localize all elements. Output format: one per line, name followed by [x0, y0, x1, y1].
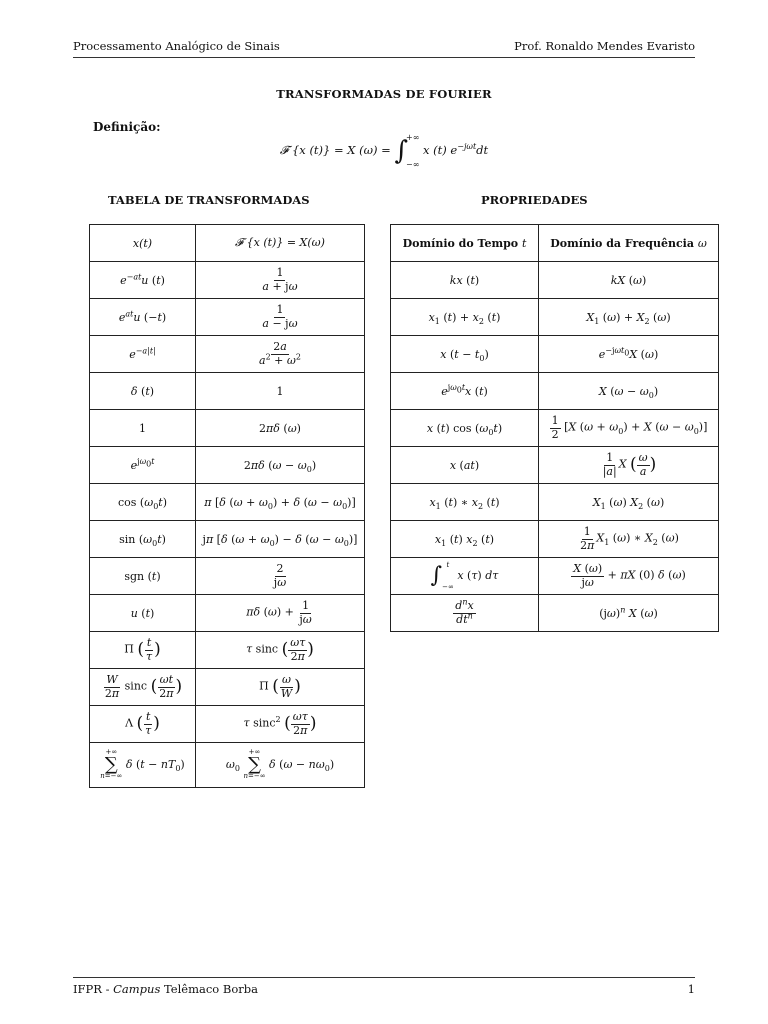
cell-time: x (at)	[391, 447, 539, 484]
properties-table	[390, 224, 719, 632]
definition-lhs: 𝓕 {x (t)} = X (ω) =	[279, 143, 395, 157]
table-row	[90, 669, 365, 706]
header-frequency-domain: Domínio da Frequência ω	[539, 225, 719, 262]
integral-lower-limit: −∞	[406, 160, 420, 169]
course-title: Processamento Analógico de Sinais	[73, 39, 280, 53]
table-row	[90, 299, 365, 336]
cell-time: x $(t - t_0)$	[391, 336, 539, 373]
cell-signal: $\frac{W}{2\pi}$ sinc ( $\frac{\omega t}{2\pi}$ )	[90, 669, 196, 706]
page-header	[73, 39, 695, 53]
cell-signal: u (t)	[90, 595, 196, 632]
cell-time: kx (t)	[391, 262, 539, 299]
transforms-heading: TABELA DE TRANSFORMADAS	[108, 193, 310, 207]
cell-time: $e^{j\omega_0t}x$ (t)	[391, 373, 539, 410]
table-row	[391, 521, 719, 558]
cell-frequency: $X_1$ $(\omega) + X_2$ (ω)	[539, 299, 719, 336]
table-row	[90, 706, 365, 743]
table-row	[90, 558, 365, 595]
cell-transform: $\frac{1}{a + j\omega}$	[196, 262, 365, 299]
cell-signal: Λ ( $\frac{t}{\tau}$ )	[90, 706, 196, 743]
cell-signal: sgn (t)	[90, 558, 196, 595]
cell-signal: $\sin (\omega_0t)$	[90, 521, 196, 558]
footer-institution: IFPR - Campus Telêmaco Borba	[73, 982, 258, 996]
table-row	[90, 410, 365, 447]
page-title: TRANSFORMADAS DE FOURIER	[276, 87, 492, 101]
table-row	[391, 558, 719, 595]
properties-heading: PROPRIEDADES	[481, 193, 588, 207]
cell-transform: τ sinc ( $\frac{\omega\tau}{2\pi}$ )	[196, 632, 365, 669]
table-row	[90, 595, 365, 632]
cell-time: $x_1$ (t) $x_2$ (t)	[391, 521, 539, 558]
cell-time: x (t) $\cos (\omega_0t)$	[391, 410, 539, 447]
cell-frequency: $X_1$ (ω) $X_2$ (ω)	[539, 484, 719, 521]
table-row	[391, 595, 719, 632]
cell-transform: 2πδ (ω)	[196, 410, 365, 447]
table-row	[391, 373, 719, 410]
cell-transform: $\frac{2}{j\omega}$	[196, 558, 365, 595]
table-row	[90, 262, 365, 299]
page-number: 1	[687, 982, 695, 996]
table-row	[90, 484, 365, 521]
cell-frequency: $\frac{X (\omega)}{j\omega}$ + πX (0) δ (ω)	[539, 558, 719, 595]
cell-transform: $\omega_0$ +∞ ∑ n=−∞ δ $(\omega - n\omega_0)$	[196, 743, 365, 788]
cell-signal: +∞ ∑ n=−∞ δ $(t - nT_0)$	[90, 743, 196, 788]
cell-frequency: kX (ω)	[539, 262, 719, 299]
table-row	[391, 336, 719, 373]
cell-transform: 2πδ $(\omega - \omega_0)$	[196, 447, 365, 484]
cell-transform: πδ (ω) + $\frac{1}{j\omega}$	[196, 595, 365, 632]
table-row	[391, 484, 719, 521]
cell-time: ∫ t −∞ x (τ) dτ	[391, 558, 539, 595]
cell-time: $x_1$ $(t) + x_2$ (t)	[391, 299, 539, 336]
table-row	[90, 521, 365, 558]
table-row	[90, 336, 365, 373]
table-row	[391, 410, 719, 447]
table-row	[90, 447, 365, 484]
table-row	[90, 743, 365, 788]
cell-transform: π [δ $(\omega + \omega_0) + \delta$ $(\omega - \omega_0)$]	[196, 484, 365, 521]
table-row	[90, 632, 365, 669]
header-rule	[73, 57, 695, 58]
cell-transform: Π ( $\frac{\omega}{W}$ )	[196, 669, 365, 706]
table-row	[391, 299, 719, 336]
cell-transform: τ sinc$^2$ ( $\frac{\omega\tau}{2\pi}$ )	[196, 706, 365, 743]
cell-signal: $e^{j\omega_0t}$	[90, 447, 196, 484]
definition-exponent: −jωt	[457, 142, 477, 152]
integral-upper-limit: +∞	[406, 133, 420, 142]
header-time-signal: x(t)	[90, 225, 196, 262]
table-row	[391, 447, 719, 484]
cell-frequency: $\frac{1}{|a|}$ X ( $\frac{\omega}{a}$ )	[539, 447, 719, 484]
definition-equation	[0, 133, 768, 169]
footer-rule	[73, 977, 695, 978]
table-row	[391, 262, 719, 299]
header-time-domain: Domínio do Tempo t	[391, 225, 539, 262]
cell-time: $x_1$ (t) ∗ $x_2$ (t)	[391, 484, 539, 521]
cell-frequency: $e^{-j\omega t_0}X$ (ω)	[539, 336, 719, 373]
cell-time: $d^nx$ $dt^n$	[391, 595, 539, 632]
cell-signal: $e^{-at}u$ (t)	[90, 262, 196, 299]
definition-integrand: x (t) e	[423, 143, 458, 157]
cell-transform: $\frac{2a}{a^2 + \omega^2}$	[196, 336, 365, 373]
cell-frequency: X $(\omega - \omega_0)$	[539, 373, 719, 410]
cell-signal: δ (t)	[90, 373, 196, 410]
header-transform: 𝓕 {x (t)} = X(ω)	[196, 225, 365, 262]
cell-signal: $e^{-a|t|}$	[90, 336, 196, 373]
cell-transform: 1	[196, 373, 365, 410]
cell-signal: $e^{at}u$ (−t)	[90, 299, 196, 336]
definition-label: Definição:	[93, 120, 161, 134]
integral-symbol: ∫	[394, 136, 408, 166]
cell-frequency: $\frac{1}{2}$ [X $(\omega + \omega_0) + X$ $(\omega - \omega_0)$]	[539, 410, 719, 447]
page-footer	[73, 982, 695, 996]
cell-frequency: $\frac{1}{2\pi}$ $X_1$ (ω) ∗ $X_2$ (ω)	[539, 521, 719, 558]
definition-dt: dt	[476, 143, 489, 157]
author-name: Prof. Ronaldo Mendes Evaristo	[514, 39, 695, 53]
cell-signal: $\cos (\omega_0t)$	[90, 484, 196, 521]
cell-signal: 1	[90, 410, 196, 447]
cell-transform: $\frac{1}{a - j\omega}$	[196, 299, 365, 336]
cell-frequency: $(j\omega)^n$ X (ω)	[539, 595, 719, 632]
transforms-table	[89, 224, 365, 788]
cell-transform: jπ [δ $(\omega + \omega_0) - \delta$ $(\omega - \omega_0)$]	[196, 521, 365, 558]
cell-signal: Π ( $\frac{t}{\tau}$ )	[90, 632, 196, 669]
table-header-row	[90, 225, 365, 262]
table-row	[90, 373, 365, 410]
table-header-row	[391, 225, 719, 262]
